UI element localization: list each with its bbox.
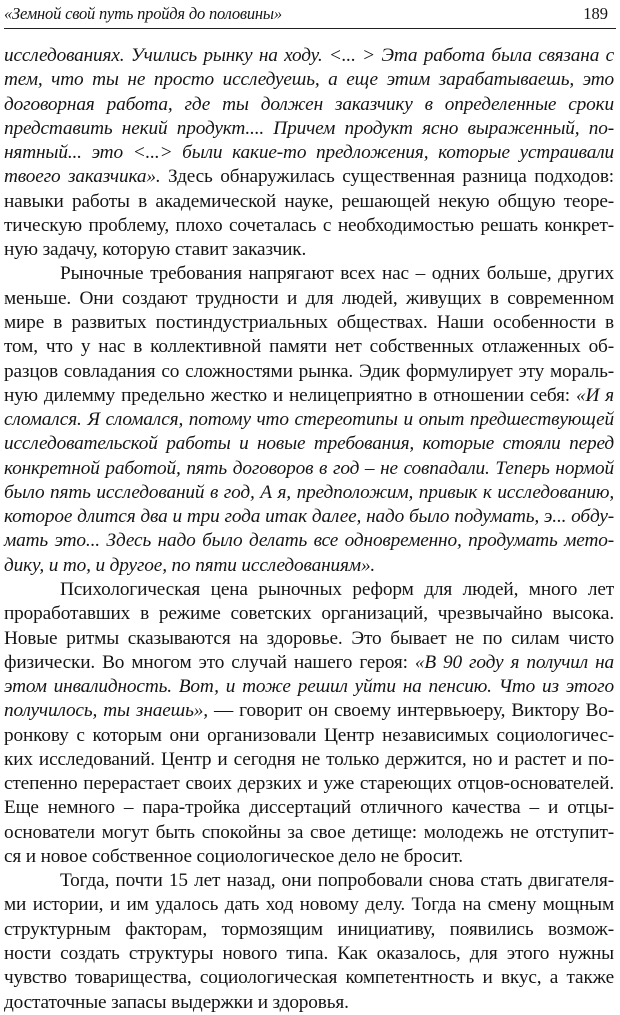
text-line	[4, 44, 614, 68]
text-span: степенно перерастает своих дерзких и уже стареющих отцов-основателей.	[4, 773, 614, 795]
text-line	[4, 141, 614, 165]
text-line	[4, 845, 614, 869]
page-number: 189	[583, 4, 608, 23]
italic-quote-span: мать это... Здесь надо было делать все одновременно, продумать мето-	[4, 530, 614, 552]
text-line	[4, 68, 614, 92]
page-header	[4, 4, 616, 28]
text-line	[60, 262, 614, 286]
text-span: структурным факторам, тормозящим инициативу, появились возмож-	[4, 918, 614, 940]
italic-quote-span: тем, что ты не просто исследуешь, а еще этим зарабатываешь, это	[4, 69, 614, 91]
text-line	[4, 287, 614, 311]
text-span: ких исследований. Центр и сегодня не только держится, но и растет и по-	[4, 748, 614, 770]
text-line	[4, 966, 614, 990]
italic-quote-span: сломался. Я сломался, потому что стереотипы и опыт предшествующей	[4, 409, 614, 431]
text-span: Здесь обнаружилась существенная разница подходов:	[160, 166, 614, 188]
italic-quote-span: исследовательской работы и новые требования, которые стояли перед	[4, 433, 614, 455]
text-span: Психологическая цена рыночных реформ для людей, много лет	[60, 578, 614, 600]
text-span: — говорит он своему интервьюеру, Виктору Во-	[207, 700, 614, 722]
text-span: мире в развитых постиндустриальных обществах. Наши особенности в	[4, 312, 614, 333]
text-span: достаточные запасы выдержки и здоровья.	[4, 991, 349, 1013]
italic-quote-span: нятный... это <...> были какие-то предложения, которые устраивали	[4, 142, 614, 164]
text-line	[4, 214, 614, 238]
italic-quote-span: этом инвалидность. Вот, и тоже решил уйти на пенсию. Что из этого	[4, 676, 614, 697]
text-line	[4, 821, 614, 845]
text-line	[4, 432, 614, 456]
text-line	[4, 602, 614, 626]
text-line	[4, 529, 614, 553]
italic-quote-span: которое длится два и три года итак далее, надо было подумать, э... обду-	[4, 506, 614, 528]
text-span: меньше. Они создают трудности и для людей, живущих в современном	[4, 287, 614, 309]
italic-quote-span: договорная работа, где ты должен заказчику в определенные сроки	[4, 93, 614, 115]
text-span: навыки работы в академической науке, решающей некую общую теоре-	[4, 190, 614, 212]
text-line	[4, 311, 614, 335]
text-span: ную дилемму предельно жестко и нелицеприятно в отношении себя:	[4, 384, 576, 406]
italic-quote-span: получилось, ты знаешь»,	[4, 700, 208, 722]
text-span: основатели могут быть спокойны за свое детище: молодежь не отступит-	[4, 821, 614, 843]
text-span: ронкову с которым они организовали Центр независимых социологичес-	[4, 724, 614, 746]
text-line	[4, 699, 614, 723]
text-span: проработавших в режиме советских организаций, чрезвычайно высока.	[4, 603, 614, 625]
text-line	[4, 360, 614, 384]
italic-quote-span: дику, и то, и другое, по пяти исследованиям».	[4, 554, 376, 576]
text-line	[4, 651, 614, 675]
text-span: том, что у нас в коллективной памяти нет собственных отлаженных об-	[4, 336, 614, 358]
running-title: «Земной свой путь пройдя до половины»	[4, 4, 282, 23]
header-rule	[4, 28, 616, 29]
text-line	[4, 117, 614, 141]
italic-quote-span: твоего заказчика».	[4, 166, 161, 188]
text-line	[4, 893, 614, 917]
text-span: ми истории, и им удалось дать ход новому делу. Тогда на смену мощным	[4, 894, 614, 916]
text-line	[4, 93, 614, 117]
text-line	[4, 554, 614, 578]
text-line	[4, 627, 614, 651]
text-span: Рыночные требования напрягают всех нас – одних больше, других	[60, 263, 614, 285]
text-span: Еще немного – пара-тройка диссертаций отличного качества – и отцы-	[4, 797, 614, 819]
text-line	[4, 675, 614, 699]
text-line	[4, 481, 614, 505]
text-line	[4, 238, 614, 262]
text-line	[4, 190, 614, 214]
text-span: тическую проблему, плохо сочеталась с необходимостью решать конкрет-	[4, 214, 614, 236]
italic-quote-span: исследованиях. Учились рынку на ходу. <... > Эта работа была связана с	[4, 45, 614, 66]
text-span: физически. Во многом это случай нашего героя:	[4, 651, 415, 673]
text-line	[4, 724, 614, 748]
text-line	[4, 918, 614, 942]
text-span: Новые ритмы сказываются на здоровье. Это бывает не по силам чисто	[4, 627, 614, 649]
text-line	[4, 165, 614, 189]
text-span: ную задачу, которую ставит заказчик.	[4, 239, 307, 261]
italic-quote-span: было пять исследований в год, А я, предположим, привык к исследованию,	[4, 481, 614, 503]
text-line	[4, 457, 614, 481]
italic-quote-span: «И я	[575, 384, 614, 406]
text-span: Тогда, почти 15 лет назад, они попробовали снова стать двигателя-	[60, 870, 614, 892]
text-line	[4, 991, 614, 1015]
text-line	[4, 384, 614, 408]
text-span: ности создать структуры нового типа. Как оказалось, для этого нужны	[4, 943, 614, 964]
text-line	[4, 942, 614, 966]
italic-quote-span: конкретной работой, пять договоров в год – не совпадали. Теперь нормой	[4, 457, 614, 479]
text-line	[4, 748, 614, 772]
text-span: чувство товарищества, социологическая компетентность и вкус, а также	[4, 967, 614, 989]
text-line	[4, 335, 614, 359]
text-line	[60, 578, 614, 602]
text-line	[4, 796, 614, 820]
text-line	[4, 408, 614, 432]
text-line	[4, 505, 614, 529]
text-span: ся и новое собственное социологическое дело не бросит.	[4, 845, 463, 867]
text-span: разцов совладания со сложностями рынка. Эдик формулирует эту мораль-	[4, 360, 614, 382]
italic-quote-span: представить некий продукт.... Причем продукт ясно выраженный, по-	[4, 117, 614, 139]
italic-quote-span: «В 90 году я получил на	[414, 651, 614, 673]
text-line	[60, 869, 614, 893]
text-line	[4, 772, 614, 796]
